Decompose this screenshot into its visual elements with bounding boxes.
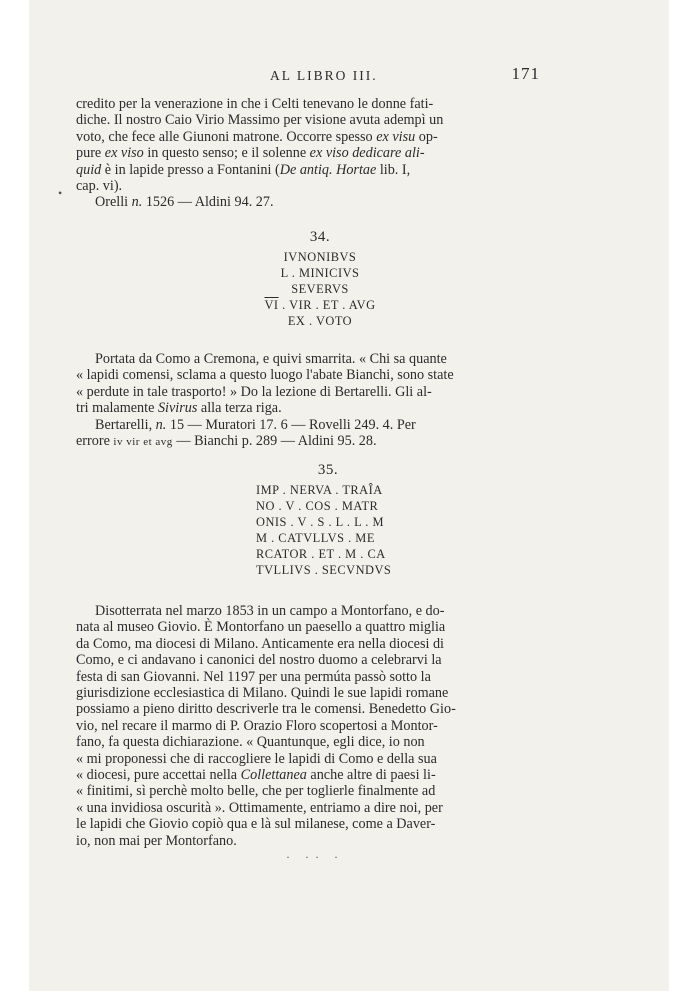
- text-line: Como, e ci andavano i canonici del nostro duomo a celebrarvi la: [76, 652, 442, 669]
- reference-line: Bertarelli, n. 15 — Muratori 17. 6 — Rovelli 249. 4. Per: [95, 416, 416, 433]
- text-line: le lapidi che Giovio copiò qua e là sul milanese, come a Daver-: [76, 816, 436, 833]
- inscription-line: L . MINICIVS: [280, 266, 360, 280]
- text-line: da Como, ma diocesi di Milano. Anticamente era nella diocesi di: [76, 635, 444, 652]
- page-number: 171: [511, 64, 540, 83]
- text-line: « mi proponessi che di raccogliere le lapidi di Como e della sua: [76, 750, 437, 767]
- text-line: Portata da Como a Cremona, e quivi smarrita. « Chi sa quante: [95, 351, 447, 367]
- text-line: nata al museo Giovio. È Montorfano un paesello a quattro miglia: [76, 619, 446, 636]
- text-line: possiamo a pieno diritto descriverle tra le comensi. Benedetto Gio-: [76, 701, 456, 718]
- inscription-line: M . CATVLLVS . ME: [256, 531, 375, 545]
- paragraph-2: [76, 351, 540, 450]
- inscription-line: TVLLIVS . SECVNDVS: [256, 563, 392, 577]
- inscription-line: IVNONIBVS: [283, 250, 357, 264]
- inscription-line: RCATOR . ET . M . CA: [256, 547, 386, 561]
- inscription-34: [230, 229, 410, 329]
- text-line: io, non mai per Montorfano.: [76, 832, 237, 849]
- inscription-line: $\overline{VI}$ . VIR . ET . AVG: [264, 298, 376, 312]
- text-line: « perdute in tale trasporto! » Do la lezione di Bertarelli. Gli al-: [76, 383, 432, 400]
- text-line: festa di san Giovanni. Nel 1197 per una permúta passò sotto la: [76, 668, 431, 685]
- text-line: fano, fa questa dichiarazione. « Quantunque, egli dice, io non: [76, 734, 425, 751]
- text-line: giurisdizione ecclesiastica di Milano. Quindi le sue lapidi romane: [76, 685, 449, 702]
- text-line: tri malamente Sivirus alla terza riga.: [76, 400, 282, 417]
- text-line: « diocesi, pure accettai nella Collettanea anche altre di paesi li-: [76, 767, 436, 784]
- text-line: diche. Il nostro Caio Virio Massimo per visione avuta adempì un: [76, 112, 444, 129]
- numeral-overline: $\overline{VI}$: [264, 298, 279, 312]
- inscription-number: 35.: [317, 462, 339, 478]
- reference-line: errore iv vir et avg — Bianchi p. 289 — Aldini 95. 28.: [76, 433, 377, 450]
- inscription-line: EX . VOTO: [287, 314, 353, 328]
- text-line: cap. vi).: [76, 178, 123, 195]
- text-line: « finitimi, sì perchè molto belle, che per toglierle finalmente ad: [76, 783, 436, 800]
- text-line: pure ex viso in questo senso; e il solenne ex viso dedicare ali-: [76, 145, 425, 162]
- inscription-35: [228, 462, 428, 578]
- text-line: credito per la venerazione in che i Celti tenevano le donne fati-: [76, 96, 434, 112]
- inscription-line: SEVERVS: [291, 282, 349, 296]
- paragraph-3: [76, 603, 540, 849]
- text-line: vio, nel recare il marmo di P. Orazio Floro scopertosi a Montor-: [76, 717, 438, 734]
- inscription-number: 34.: [309, 229, 331, 245]
- print-speck: •: [58, 186, 63, 200]
- text-line: quid è in lapide presso a Fontanini (De antiq. Hortae lib. I,: [76, 161, 411, 178]
- paragraph-1: [76, 96, 540, 211]
- text-line: voto, che fece alle Giunoni matrone. Occorre spesso ex visu op-: [76, 128, 438, 145]
- inscription-line: NO . V . COS . MATR: [256, 499, 379, 513]
- reference-line: Orelli n. 1526 — Aldini 94. 27.: [95, 194, 274, 211]
- header-title: AL LIBRO III.: [270, 68, 378, 83]
- print-speck: · ·· ·: [286, 850, 344, 864]
- text-line: Disotterrata nel marzo 1853 in un campo a Montorfano, e do-: [95, 603, 445, 619]
- inscription-line: IMP . NERVA . TRAÎA: [256, 483, 383, 497]
- inscription-line: ONIS . V . S . L . L . M: [256, 515, 385, 529]
- text-line: « lapidi comensi, sclama a questo luogo l'abate Bianchi, sono state: [76, 367, 454, 384]
- text-line: « una invidiosa oscurità ». Ottimamente, entriamo a dire noi, per: [76, 799, 443, 816]
